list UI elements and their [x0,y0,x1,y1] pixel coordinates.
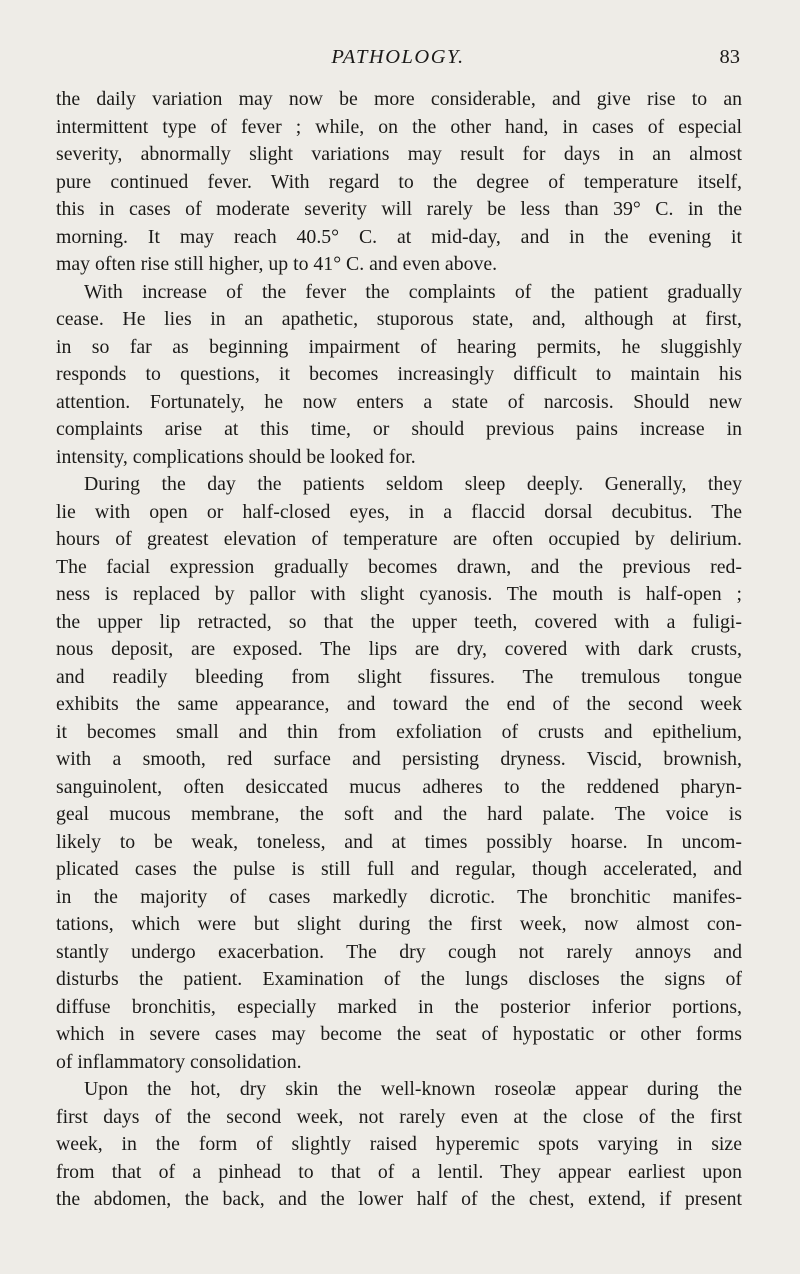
text-line: may often rise still higher, up to 41° C. and even above. [56,253,498,275]
text-line: responds to questions, it becomes increasingly difficult to maintain his [56,363,742,385]
text-line: exhibits the same appearance, and toward the end of the second week [56,693,742,715]
text-line: from that of a pinhead to that of a lentil. They appear earliest upon [56,1160,742,1183]
text-line: first days of the second week, not rarely even at the close of the first [56,1105,742,1128]
text-line: tations, which were but slight during the first week, now almost con- [56,913,742,935]
text-line: this in cases of moderate severity will rarely be less than 39° C. in the [56,198,742,220]
text-line: The facial expression gradually becomes drawn, and the previous red- [56,555,742,578]
text-line: attention. Fortunately, he now enters a state of narcosis. Should new [56,390,742,413]
text-line: the daily variation may now be more considerable, and give rise to an [56,88,742,110]
text-line: complaints arise at this time, or should previous pains increase in [56,418,742,440]
text-line: with a smooth, red surface and persisting dryness. Viscid, brownish, [56,748,742,770]
text-line: plicated cases the pulse is still full and regular, though accelerated, and [56,858,742,880]
text-line: Upon the hot, dry skin the well-known roseolæ appear during the [84,1078,742,1100]
body-text [56,86,742,1214]
text-line: sanguinolent, often desiccated mucus adheres to the reddened pharyn- [56,775,742,798]
text-line: week, in the form of slightly raised hyperemic spots varying in size [56,1133,742,1155]
text-line: geal mucous membrane, the soft and the hard palate. The voice is [56,803,742,825]
text-line: lie with open or half-closed eyes, in a flaccid dorsal decubitus. The [56,500,742,523]
text-line: hours of greatest elevation of temperature are often occupied by delirium. [56,528,742,550]
text-line: severity, abnormally slight variations may result for days in an almost [56,143,742,165]
text-line: the abdomen, the back, and the lower half of the chest, extend, if present [56,1188,742,1210]
text-line: cease. He lies in an apathetic, stuporous state, and, although at first, [56,308,742,330]
running-head: PATHOLOGY. [331,46,465,68]
text-line: stantly undergo exacerbation. The dry cough not rarely annoys and [56,940,742,963]
text-line: the upper lip retracted, so that the upper teeth, covered with a fuligi- [56,610,742,633]
page-number: 83 [719,46,740,68]
text-line: in so far as beginning impairment of hearing permits, he sluggishly [56,335,742,358]
text-line: intensity, complications should be looked for. [56,445,416,468]
text-line: and readily bleeding from slight fissures. The tremulous tongue [56,665,742,688]
text-line: disturbs the patient. Examination of the lungs discloses the signs of [56,968,742,990]
text-line: morning. It may reach 40.5° C. at mid-day, and in the evening it [56,225,742,248]
text-line: of inflammatory consolidation. [56,1050,302,1073]
text-line: ness is replaced by pallor with slight cyanosis. The mouth is half-open ; [56,583,742,605]
page-header [56,46,740,76]
text-line: it becomes small and thin from exfoliation of crusts and epithelium, [56,720,742,743]
text-line: intermittent type of fever ; while, on the other hand, in cases of especial [56,115,742,138]
text-line: With increase of the fever the complaints of the patient gradually [84,280,742,303]
text-line: in the majority of cases markedly dicrotic. The bronchitic manifes- [56,885,742,908]
text-line: pure continued fever. With regard to the degree of temperature itself, [56,170,742,193]
text-line: which in severe cases may become the seat of hypostatic or other forms [56,1023,742,1045]
text-line: During the day the patients seldom sleep deeply. Generally, they [84,473,742,495]
text-line: diffuse bronchitis, especially marked in the posterior inferior portions, [56,995,742,1018]
text-line: nous deposit, are exposed. The lips are dry, covered with dark crusts, [56,638,742,660]
text-line: likely to be weak, toneless, and at times possibly hoarse. In uncom- [56,830,742,853]
